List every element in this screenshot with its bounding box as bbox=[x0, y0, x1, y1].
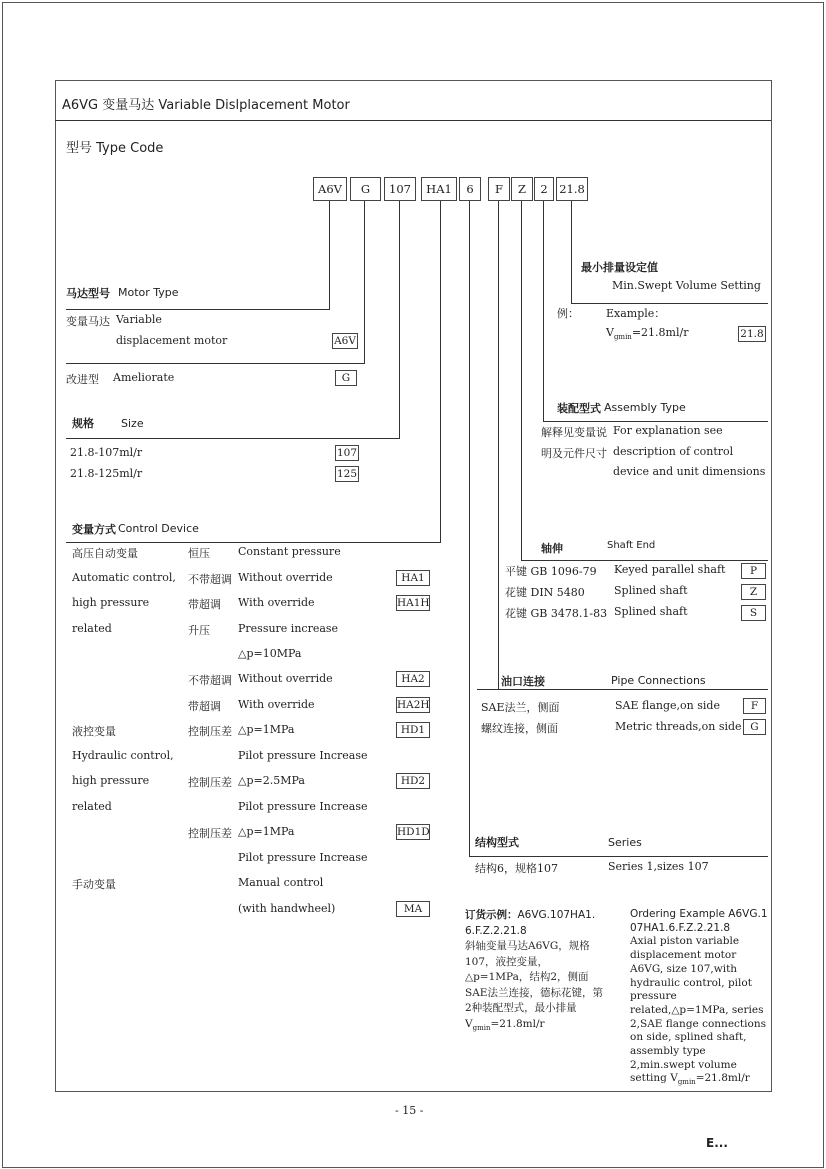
min-swept-line bbox=[571, 303, 768, 304]
leader-control bbox=[440, 201, 441, 542]
motor-type-heading-cn: 马达型号 bbox=[66, 287, 110, 300]
order-cn-body: 斜轴变量马达A6VG，规格107，液控变量，△p=1MPa，结构2，侧面SAE法兰连接，德标花键，第2种装配型式，最小排量 bbox=[465, 940, 603, 1014]
code-box-125: 125 bbox=[336, 468, 358, 480]
series-line bbox=[469, 856, 768, 857]
order-cn-code: A6VG.107HA1.6.F.Z.2.21.8 bbox=[465, 909, 596, 937]
order-example-cn bbox=[465, 908, 605, 1036]
shaft-heading-en: Shaft End bbox=[607, 540, 656, 551]
shaft-line bbox=[521, 560, 768, 561]
code-box-z: Z bbox=[741, 584, 766, 600]
control-c1-4: 液控变量 bbox=[72, 725, 116, 738]
ameliorate-en: Ameliorate bbox=[113, 371, 175, 384]
code-box-ha1h: HA1H bbox=[397, 597, 430, 609]
control-c3-6: With override bbox=[238, 698, 315, 711]
pipe-row-2-en: Metric threads,on side bbox=[615, 720, 742, 733]
control-c3-1: Without override bbox=[238, 571, 333, 584]
code-box-ma: MA bbox=[396, 901, 430, 917]
order-cn-heading: 订货示例： bbox=[465, 909, 518, 921]
control-c3-10: Pilot pressure Increase bbox=[238, 800, 368, 813]
control-c1-1: Automatic control, bbox=[72, 571, 176, 584]
control-c3-14: (with handwheel) bbox=[238, 902, 336, 915]
series-heading-cn: 结构型式 bbox=[475, 836, 519, 849]
control-c3-7: △p=1MPa bbox=[238, 723, 295, 736]
pipe-line bbox=[477, 689, 768, 690]
control-c2-2: 带超调 bbox=[188, 598, 221, 611]
code-box-f: F bbox=[743, 698, 766, 714]
control-c3-4: △p=10MPa bbox=[238, 647, 302, 660]
series-row-cn: 结构6，规格107 bbox=[475, 862, 558, 875]
control-c3-2: With override bbox=[238, 596, 315, 609]
assembly-line1-en: For explanation see bbox=[613, 424, 723, 437]
motor-type-line bbox=[66, 309, 330, 310]
code-cell-control: HA1 bbox=[421, 177, 457, 201]
assembly-line2-en: description of control bbox=[613, 445, 734, 458]
motor-variable-en: Variable bbox=[116, 313, 162, 326]
code-cell-size: 107 bbox=[384, 177, 416, 201]
code-box-ha2h: HA2H bbox=[397, 699, 430, 711]
code-box-hd1d: HD1D bbox=[397, 826, 430, 838]
min-swept-example-en: Example： bbox=[606, 307, 666, 320]
order-en-sub: gmin bbox=[677, 1078, 696, 1087]
control-c2-5: 带超调 bbox=[188, 700, 221, 713]
leader-motor bbox=[329, 201, 330, 309]
min-swept-heading-cn: 最小排量设定值 bbox=[581, 261, 658, 274]
order-cn-v: V bbox=[465, 1017, 473, 1030]
page-number: - 15 - bbox=[395, 1104, 424, 1117]
control-c2-4: 不带超调 bbox=[188, 674, 232, 687]
type-code-heading: 型号 Type Code bbox=[66, 141, 164, 156]
ameliorate-cn: 改进型 bbox=[66, 373, 99, 386]
code-cell-pipe: F bbox=[488, 177, 510, 201]
motor-variable-cn: 变量马达 bbox=[66, 315, 110, 328]
order-en-rest: =21.8ml/r bbox=[695, 1072, 750, 1085]
header-divider bbox=[55, 120, 771, 121]
order-example-en bbox=[630, 908, 770, 1090]
series-row-en: Series 1,sizes 107 bbox=[608, 860, 709, 873]
control-c3-13: Manual control bbox=[238, 876, 324, 889]
code-box-s: S bbox=[741, 605, 766, 621]
series-heading-en: Series bbox=[608, 836, 642, 849]
shaft-heading-cn: 轴伸 bbox=[541, 542, 563, 555]
size-line bbox=[66, 438, 400, 439]
order-en-v: V bbox=[670, 1072, 678, 1085]
leader-assembly bbox=[543, 201, 544, 421]
control-line bbox=[66, 542, 441, 543]
code-box-g-pipe: G bbox=[743, 719, 766, 735]
code-box-21-8: 21.8 bbox=[738, 326, 766, 342]
leader-pipe bbox=[498, 201, 499, 689]
size-heading-en: Size bbox=[121, 417, 144, 430]
formula-v: V bbox=[606, 326, 614, 339]
pipe-row-2-cn: 螺纹连接，侧面 bbox=[481, 722, 558, 735]
min-swept-heading-en: Min.Swept Volume Setting bbox=[612, 279, 761, 292]
leader-min-swept bbox=[571, 201, 572, 303]
control-c1-6: high pressure bbox=[72, 774, 150, 787]
size-row-1-label: 21.8-107ml/r bbox=[70, 446, 143, 459]
code-cell-ameliorate: G bbox=[350, 177, 381, 201]
assembly-heading-cn: 装配型式 bbox=[557, 402, 601, 415]
pipe-row-1-cn: SAE法兰，侧面 bbox=[481, 701, 560, 714]
code-cell-series: 6 bbox=[459, 177, 481, 201]
page-title: A6VG 变量马达 Variable Dislplacement Motor bbox=[62, 98, 350, 113]
control-c1-5: Hydraulic control, bbox=[72, 749, 174, 762]
ameliorate-line bbox=[66, 363, 365, 364]
order-cn-sub: gmin bbox=[472, 1023, 491, 1032]
control-heading-en: Control Device bbox=[118, 522, 199, 535]
leader-size bbox=[399, 201, 400, 438]
code-box-hd1: HD1 bbox=[396, 722, 430, 738]
code-cell-motor: A6V bbox=[313, 177, 347, 201]
leader-shaft bbox=[521, 201, 522, 560]
control-c1-7: related bbox=[72, 800, 112, 813]
code-cell-assembly: 2 bbox=[534, 177, 554, 201]
control-heading-cn: 变量方式 bbox=[72, 523, 116, 536]
corner-mark: E... bbox=[706, 1136, 728, 1150]
code-box-ha2: HA2 bbox=[396, 671, 430, 687]
control-c3-3: Pressure increase bbox=[238, 622, 339, 635]
control-c3-11: △p=1MPa bbox=[238, 825, 295, 838]
shaft-row-1-cn: 平键 GB 1096-79 bbox=[505, 565, 597, 578]
shaft-row-3-en: Splined shaft bbox=[614, 605, 688, 618]
code-box-p: P bbox=[741, 563, 766, 579]
formula-rest: =21.8ml/r bbox=[631, 326, 689, 339]
control-c1-3: related bbox=[72, 622, 112, 635]
control-c3-5: Without override bbox=[238, 672, 333, 685]
leader-ameliorate bbox=[364, 201, 365, 363]
code-cell-min-swept: 21.8 bbox=[556, 177, 588, 201]
control-c1-0: 高压自动变量 bbox=[72, 547, 138, 560]
shaft-row-3-cn: 花键 GB 3478.1-83 bbox=[505, 607, 608, 620]
assembly-line bbox=[543, 421, 768, 422]
motor-displacement-en: displacement motor bbox=[116, 334, 228, 347]
assembly-heading-en: Assembly Type bbox=[604, 401, 686, 414]
shaft-row-2-cn: 花键 DIN 5480 bbox=[505, 586, 585, 599]
control-c2-8: 控制压差 bbox=[188, 827, 232, 840]
min-swept-example-cn: 例： bbox=[557, 307, 579, 320]
size-row-2-label: 21.8-125ml/r bbox=[70, 467, 143, 480]
control-c2-1: 不带超调 bbox=[188, 573, 232, 586]
control-c3-12: Pilot pressure Increase bbox=[238, 851, 368, 864]
min-swept-formula bbox=[606, 326, 688, 341]
shaft-row-2-en: Splined shaft bbox=[614, 584, 688, 597]
order-en-body: Axial piston variable displacement motor A6VG, size 107,with hydraulic control, pilot pressure related,△p=1MPa, series 2,SAE flange connections on side, splined shaft, assembly type 2,min.swept volume setting bbox=[630, 935, 766, 1085]
control-c2-3: 升压 bbox=[188, 624, 210, 637]
assembly-line1-cn: 解释见变量说 bbox=[541, 426, 607, 439]
control-c1-2: high pressure bbox=[72, 596, 150, 609]
pipe-heading-cn: 油口连接 bbox=[501, 675, 545, 688]
motor-type-heading-en: Motor Type bbox=[118, 286, 179, 299]
assembly-line2-cn: 明及元件尺寸 bbox=[541, 447, 607, 460]
control-c1-8: 手动变量 bbox=[72, 878, 116, 891]
code-box-ha1: HA1 bbox=[396, 570, 430, 586]
leader-series bbox=[469, 201, 470, 856]
size-heading-cn: 规格 bbox=[72, 417, 94, 430]
control-c3-9: △p=2.5MPa bbox=[238, 774, 305, 787]
control-c3-8: Pilot pressure Increase bbox=[238, 749, 368, 762]
pipe-heading-en: Pipe Connections bbox=[611, 674, 706, 687]
control-c2-0: 恒压 bbox=[188, 547, 210, 560]
control-c2-7: 控制压差 bbox=[188, 776, 232, 789]
code-cell-shaft: Z bbox=[511, 177, 533, 201]
order-en-heading: Ordering Example A6VG.107HA1.6.F.Z.2.21.8 bbox=[630, 908, 768, 934]
code-box-hd2: HD2 bbox=[396, 773, 430, 789]
order-cn-rest: =21.8ml/r bbox=[490, 1017, 545, 1030]
formula-sub: gmin bbox=[613, 333, 632, 342]
control-c2-6: 控制压差 bbox=[188, 725, 232, 738]
code-box-g: G bbox=[335, 370, 357, 386]
code-box-107: 107 bbox=[336, 447, 358, 459]
control-c3-0: Constant pressure bbox=[238, 545, 341, 558]
code-box-a6v: A6V bbox=[332, 333, 358, 349]
pipe-row-1-en: SAE flange,on side bbox=[615, 699, 720, 712]
assembly-line3-en: device and unit dimensions bbox=[613, 465, 766, 478]
shaft-row-1-en: Keyed parallel shaft bbox=[614, 563, 726, 576]
